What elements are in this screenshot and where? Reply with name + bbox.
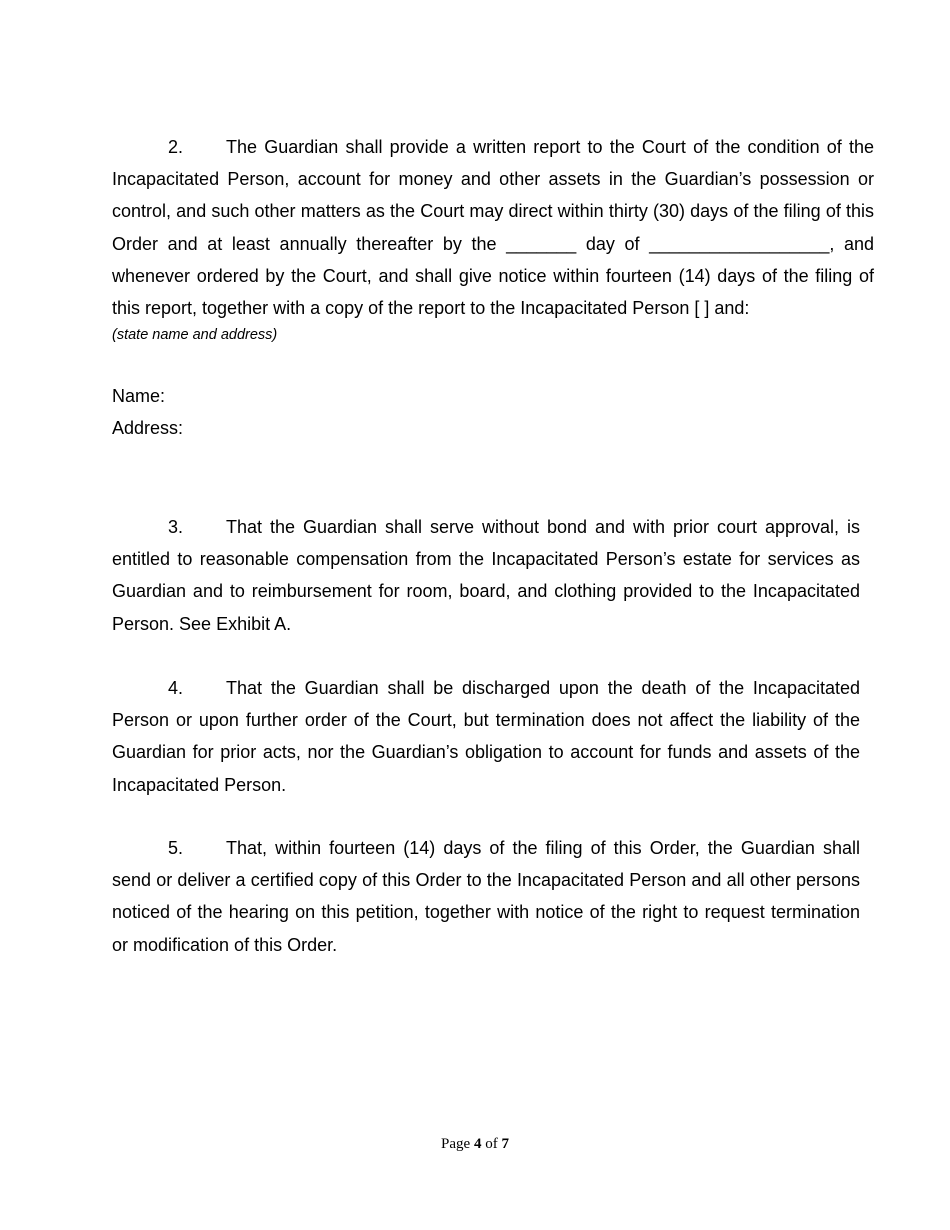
footer-of-word: of	[485, 1136, 498, 1152]
paragraph-3	[112, 511, 860, 640]
paragraph-4	[112, 672, 860, 801]
paragraph-2-text: The Guardian shall provide a written report to the Court of the condition of the Incapacitated Person, account for money and other assets in the Guardian’s possession or control, and such other matters as the Court may direct within thirty (30) days of the filing of this Order and at least annually thereafter by the _______ day of __________________, and whenever ordered by the Court, and shall give notice within fourteen (14) days of the filing of this report, together with a copy of the report to the Incapacitated Person [ ] and:	[112, 137, 874, 319]
paragraph-5	[112, 832, 860, 961]
footer-page-word: Page	[441, 1136, 471, 1152]
paragraph-5-text: That, within fourteen (14) days of the filing of this Order, the Guardian shall send or deliver a certified copy of this Order to the Incapacitated Person and all other persons noticed of the hearing on this petition, together with notice of the right to request termination or modification of this Order.	[112, 838, 860, 955]
paragraph-3-number: 3.	[168, 517, 184, 537]
page-footer	[0, 1136, 950, 1153]
paragraph-5-number: 5.	[168, 838, 184, 858]
paragraph-2	[112, 131, 874, 324]
paragraph-4-text: That the Guardian shall be discharged upon the death of the Incapacitated Person or upon further order of the Court, but termination does not affect the liability of the Guardian for prior acts, nor the Guardian’s obligation to account for funds and assets of the Incapacitated Person.	[112, 678, 860, 795]
paragraph-2-number: 2.	[168, 137, 184, 157]
footer-total-pages: 7	[501, 1136, 509, 1152]
address-label: Address:	[112, 418, 184, 438]
paragraph-3-text: That the Guardian shall serve without bond and with prior court approval, is entitled to reasonable compensation from the Incapacitated Person’s estate for services as Guardian and to reimbursement for room, board, and clothing provided to the Incapacitated Person. See Exhibit A.	[112, 517, 860, 634]
name-label: Name:	[112, 386, 166, 406]
name-address-hint: (state name and address)	[112, 327, 278, 343]
paragraph-4-number: 4.	[168, 678, 184, 698]
footer-current-page: 4	[473, 1136, 482, 1152]
